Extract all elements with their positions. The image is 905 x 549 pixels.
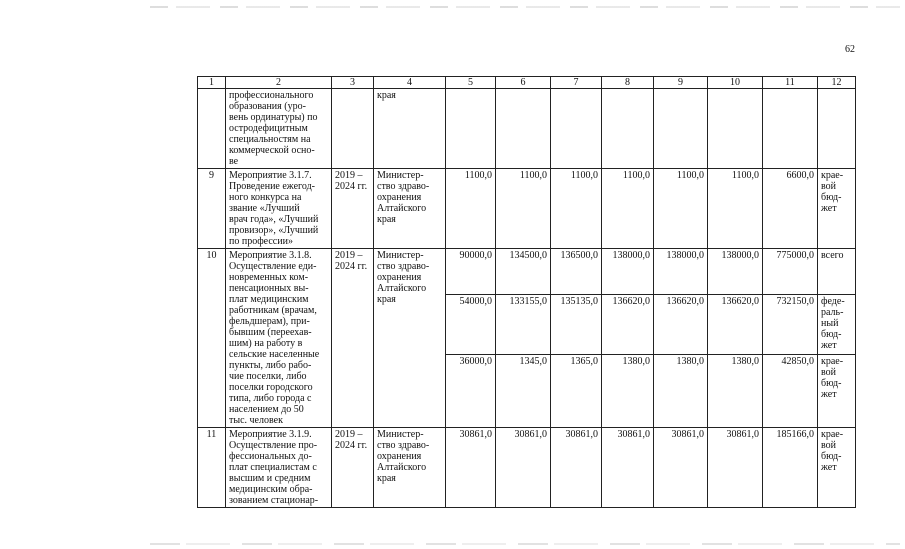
header-col-7: 7 <box>551 77 602 89</box>
funding-source-cell: всего <box>818 249 856 295</box>
table-row <box>198 249 856 295</box>
period-cell: 2019 – 2024 гг. <box>332 169 374 249</box>
amount-cell: 1100,0 <box>602 169 654 249</box>
amount-cell: 1365,0 <box>551 355 602 428</box>
header-col-10: 10 <box>708 77 763 89</box>
amount-cell: 185166,0 <box>763 428 818 508</box>
period-cell: 2019 – 2024 гг. <box>332 428 374 508</box>
page-number: 62 <box>845 44 855 55</box>
budget-table <box>197 76 856 508</box>
header-col-9: 9 <box>654 77 708 89</box>
amount-cell: 30861,0 <box>496 428 551 508</box>
scan-edge-top <box>150 6 900 8</box>
row-number-cell: 9 <box>198 169 226 249</box>
header-col-3: 3 <box>332 77 374 89</box>
row-number-cell: 11 <box>198 428 226 508</box>
amount-cell: 30861,0 <box>446 428 496 508</box>
header-col-12: 12 <box>818 77 856 89</box>
amount-cell: 42850,0 <box>763 355 818 428</box>
header-col-5: 5 <box>446 77 496 89</box>
measure-name-cell: Мероприятие 3.1.7. Проведение ежегод- ного конкурса на звание «Лучший врач года», «Лучший провизор», «Лучший по профессии» <box>226 169 332 249</box>
scan-edge-bottom <box>150 543 900 545</box>
amount-cell: 133155,0 <box>496 294 551 354</box>
amount-cell: 136620,0 <box>654 294 708 354</box>
header-col-1: 1 <box>198 77 226 89</box>
header-col-4: 4 <box>374 77 446 89</box>
amount-cell: 135135,0 <box>551 294 602 354</box>
table-row <box>198 428 856 508</box>
amount-cell: 134500,0 <box>496 249 551 295</box>
amount-cell: 30861,0 <box>654 428 708 508</box>
cont-name-cell: профессионального образования (уро- вень ординатуры) по остродефицитным специальностям на коммерческой осно- ве <box>226 89 332 169</box>
amount-cell: 90000,0 <box>446 249 496 295</box>
amount-cell: 36000,0 <box>446 355 496 428</box>
amount-cell: 1100,0 <box>496 169 551 249</box>
amount-cell: 136620,0 <box>708 294 763 354</box>
amount-cell: 54000,0 <box>446 294 496 354</box>
header-col-11: 11 <box>763 77 818 89</box>
header-col-6: 6 <box>496 77 551 89</box>
period-cell: 2019 – 2024 гг. <box>332 249 374 428</box>
amount-cell: 775000,0 <box>763 249 818 295</box>
amount-cell: 136620,0 <box>602 294 654 354</box>
amount-cell: 1380,0 <box>602 355 654 428</box>
cont-num-cell <box>198 89 226 169</box>
header-col-2: 2 <box>226 77 332 89</box>
executor-cell: Министер- ство здраво- охранения Алтайского края <box>374 428 446 508</box>
amount-cell: 1345,0 <box>496 355 551 428</box>
amount-cell: 136500,0 <box>551 249 602 295</box>
amount-cell: 1100,0 <box>654 169 708 249</box>
executor-cell: Министер- ство здраво- охранения Алтайского края <box>374 169 446 249</box>
table-header-row <box>198 77 856 89</box>
continuation-row <box>198 89 856 169</box>
amount-cell: 732150,0 <box>763 294 818 354</box>
amount-cell: 30861,0 <box>708 428 763 508</box>
measure-name-cell: Мероприятие 3.1.8. Осуществление еди- новременных ком- пенсационных вы- плат медицинским работникам (врачам, фельдшерам), при- бывшим (переехав- шим) на работу в сельские населенные пункты, либо рабо- чие поселки, либо поселки городского типа, либо города с населением до 50 тыс. человек <box>226 249 332 428</box>
funding-source-cell: крае- вой бюд- жет <box>818 428 856 508</box>
funding-source-cell: крае- вой бюд- жет <box>818 169 856 249</box>
amount-cell: 30861,0 <box>551 428 602 508</box>
amount-cell: 6600,0 <box>763 169 818 249</box>
measure-name-cell: Мероприятие 3.1.9. Осуществление про- фессиональных до- плат специалистам с высшим и средним медицинским обра- зованием стационар- <box>226 428 332 508</box>
executor-cell: Министер- ство здраво- охранения Алтайского края <box>374 249 446 428</box>
header-col-8: 8 <box>602 77 654 89</box>
funding-source-cell: феде- раль- ный бюд- жет <box>818 294 856 354</box>
cont-period-cell <box>332 89 374 169</box>
amount-cell: 138000,0 <box>602 249 654 295</box>
funding-source-cell: крае- вой бюд- жет <box>818 355 856 428</box>
amount-cell: 1100,0 <box>446 169 496 249</box>
amount-cell: 1100,0 <box>708 169 763 249</box>
row-number-cell: 10 <box>198 249 226 428</box>
amount-cell: 1380,0 <box>654 355 708 428</box>
amount-cell: 1380,0 <box>708 355 763 428</box>
amount-cell: 138000,0 <box>654 249 708 295</box>
amount-cell: 1100,0 <box>551 169 602 249</box>
table-row <box>198 169 856 249</box>
cont-executor-cell: края <box>374 89 446 169</box>
amount-cell: 138000,0 <box>708 249 763 295</box>
amount-cell: 30861,0 <box>602 428 654 508</box>
